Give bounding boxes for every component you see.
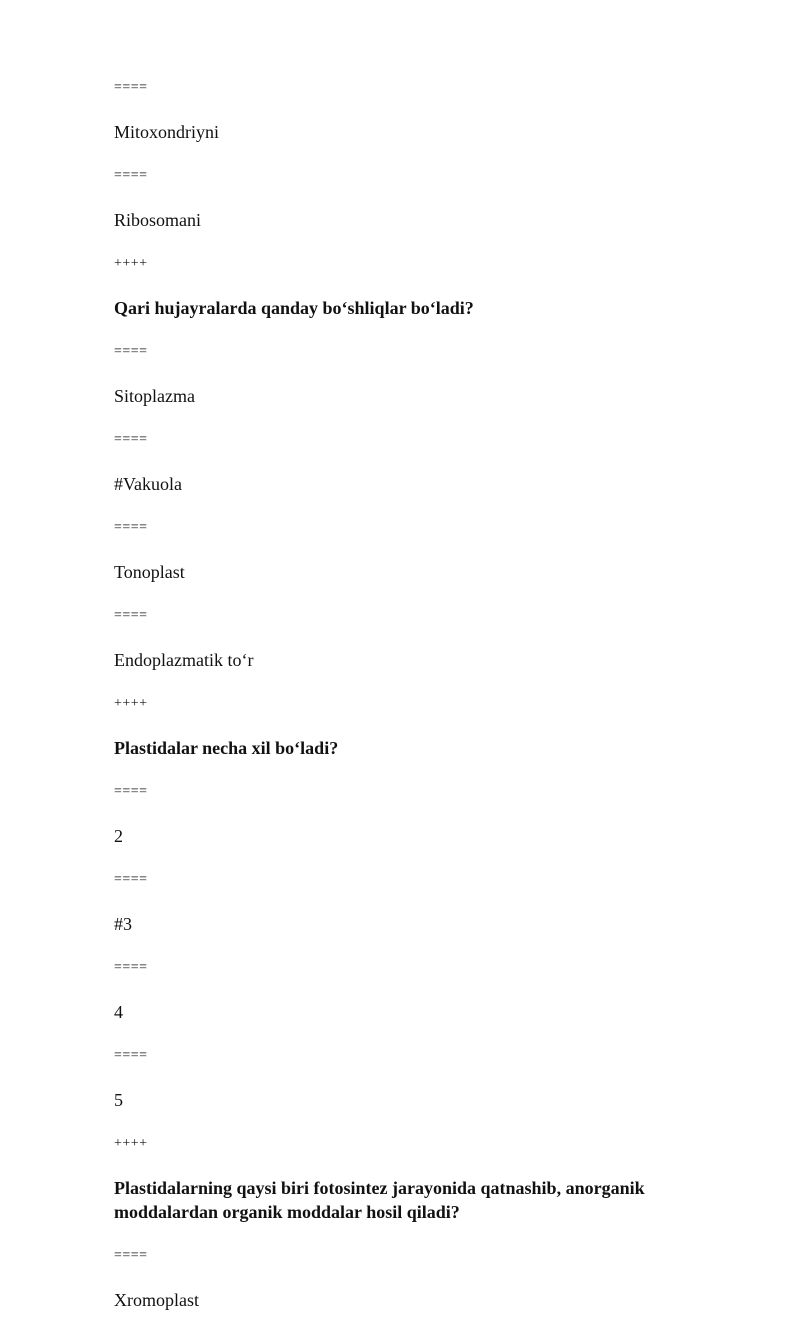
answer-line: Xromoplast: [114, 1290, 199, 1310]
separator-line: ====: [114, 1048, 148, 1063]
question-line: Qari hujayralarda qanday bo‘shliqlar bo‘ladi?: [114, 298, 474, 318]
separator-line: ++++: [114, 1136, 148, 1151]
answer-line: 2: [114, 826, 123, 846]
separator-line: ++++: [114, 256, 148, 271]
answer-line: Tonoplast: [114, 562, 185, 582]
separator-line: ====: [114, 1248, 148, 1263]
separator-line: ====: [114, 432, 148, 447]
answer-line: 4: [114, 1002, 123, 1022]
answer-line: #3: [114, 914, 132, 934]
separator-line: ====: [114, 608, 148, 623]
answer-line: Mitoxondriyni: [114, 122, 220, 142]
separator-line: ====: [114, 80, 148, 95]
document-page: [114, 76, 694, 1332]
answer-line: Endoplazmatik to‘r: [114, 650, 254, 670]
separator-line: ====: [114, 344, 148, 359]
answer-line: 5: [114, 1090, 123, 1110]
separator-line: ====: [114, 960, 148, 975]
answer-line: Ribosomani: [114, 210, 202, 230]
separator-line: ====: [114, 520, 148, 535]
separator-line: ++++: [114, 696, 148, 711]
question-line: Plastidalar necha xil bo‘ladi?: [114, 738, 339, 758]
separator-line: ====: [114, 168, 148, 183]
separator-line: ====: [114, 872, 148, 887]
answer-line: #Vakuola: [114, 474, 182, 494]
question-line: Plastidalarning qaysi biri fotosintez jarayonida qatnashib, anorganik moddalardan organik moddalar hosil qiladi?: [114, 1178, 650, 1222]
separator-line: ====: [114, 784, 148, 799]
answer-line: Sitoplazma: [114, 386, 195, 406]
